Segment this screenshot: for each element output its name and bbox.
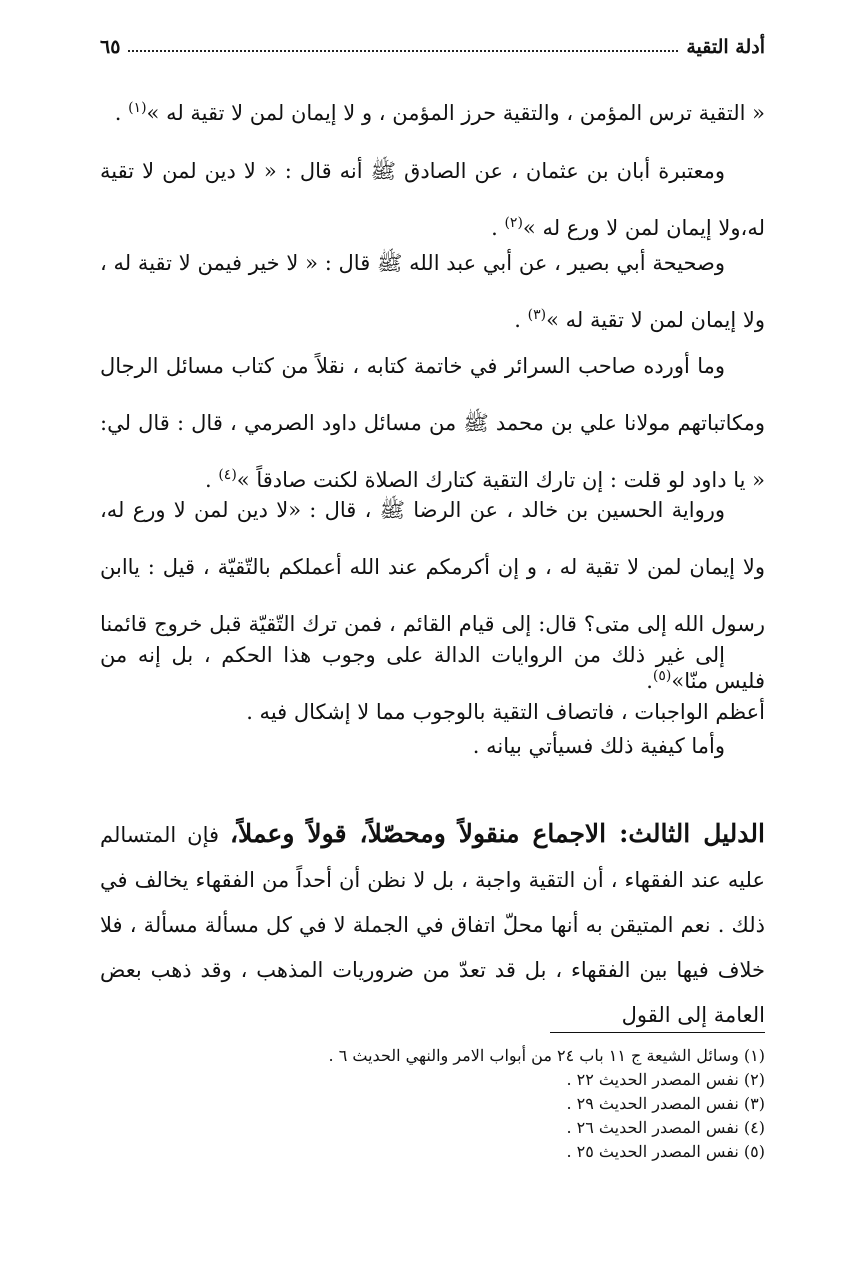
- paragraph-7-text: وأما كيفية ذلك فسيأتي بيانه .: [472, 734, 725, 758]
- paragraph-2-end: .: [491, 216, 505, 240]
- footnote-3: (٣) نفس المصدر الحديث ٢٩ .: [566, 1094, 765, 1113]
- section-heading: الدليل الثالث: الاجماع منقولاً ومحصّلاً، قولاً وعملاً،: [229, 819, 765, 848]
- paragraph-6-text: إلى غير ذلك من الروايات الدالة على وجوب هذا الحكم ، بل إنه من أعظم الواجبات ، فاتصاف التقية بالوجوب مما لا إشكال فيه .: [100, 643, 765, 724]
- footnotes: [100, 1044, 765, 1164]
- footnote-2: (٢) نفس المصدر الحديث ٢٢ .: [566, 1070, 765, 1089]
- running-header: [100, 32, 765, 62]
- paragraph-2-text: ومعتبرة أبان بن عثمان ، عن الصادق ﷺ أنه قال : « لا دين لمن لا تقية له،ولا إيمان لمن لا ورع له »: [100, 159, 765, 240]
- paragraph-3-end: .: [514, 308, 528, 332]
- page-number: ٦٥: [100, 36, 121, 58]
- paragraph-1-text: « التقية ترس المؤمن ، والتقية حرز المؤمن ، و لا إيمان لمن لا تقية له »: [146, 101, 765, 125]
- header-title: أدلة التقية: [686, 36, 765, 58]
- paragraph-1: [100, 85, 765, 142]
- paragraph-4-text: وما أورده صاحب السرائر في خاتمة كتابه ، نقلاً من كتاب مسائل الرجال ومكاتباتهم مولانا علي بن محمد ﷺ من مسائل داود الصرمي ، قال : قال لي: « يا داود لو قلت : إن تارك التقية كتارك الصلاة لكنت صادقاً »: [100, 354, 765, 492]
- footnote-ref-5: (٥): [652, 668, 672, 684]
- footnote-ref-2: (٢): [504, 215, 523, 231]
- paragraph-1-end: .: [114, 101, 129, 125]
- footnote-divider: [550, 1032, 765, 1033]
- paragraph-3: [100, 235, 765, 349]
- footnote-ref-4: (٤): [218, 467, 237, 483]
- section-third-proof: [100, 811, 765, 1038]
- footnote-4: (٤) نفس المصدر الحديث ٢٦ .: [566, 1118, 765, 1137]
- paragraph-4-end: .: [204, 468, 219, 492]
- footnote-5: (٥) نفس المصدر الحديث ٢٥ .: [566, 1142, 765, 1161]
- paragraph-3-text: وصحيحة أبي بصير ، عن أبي عبد الله ﷺ قال : « لا خير فيمن لا تقية له ، ولا إيمان لمن لا تقية له »: [100, 251, 765, 332]
- footnote-ref-1: (١): [128, 100, 147, 116]
- footnote-ref-3: (٣): [527, 307, 547, 323]
- paragraph-7: [100, 718, 765, 775]
- paragraph-5-text: ورواية الحسين بن خالد ، عن الرضا ﷺ ، قال : «لا دين لمن لا ورع له، ولا إيمان لمن لا تقية له ، و إن أكرمكم عند الله أعملكم بالتّقيّة ، قيل : ياابن رسول الله إلى متى؟ قال: إلى قيام القائم ، فمن ترك التّقيّة قبل خروج قائمنا فليس منّا»: [100, 498, 765, 693]
- paragraph-5-end: .: [646, 669, 653, 693]
- section-body-text: فإن المتسالم عليه عند الفقهاء ، أن التقية واجبة ، بل لا نظن أن أحداً من الفقهاء يخالف في ذلك . نعم المتيقن به أنها محلّ اتفاق في الجملة لا في كل مسألة مسألة ، فلا خلاف فيها بين الفقهاء ، بل قد تعدّ من ضروريات المذهب ، وقد ذهب بعض العامة إلى القول: [100, 823, 765, 1027]
- footnote-1: (١) وسائل الشيعة ج ١١ باب ٢٤ من أبواب الامر والنهي الحديث ٦ .: [328, 1046, 765, 1065]
- header-dot-leader: [128, 50, 678, 52]
